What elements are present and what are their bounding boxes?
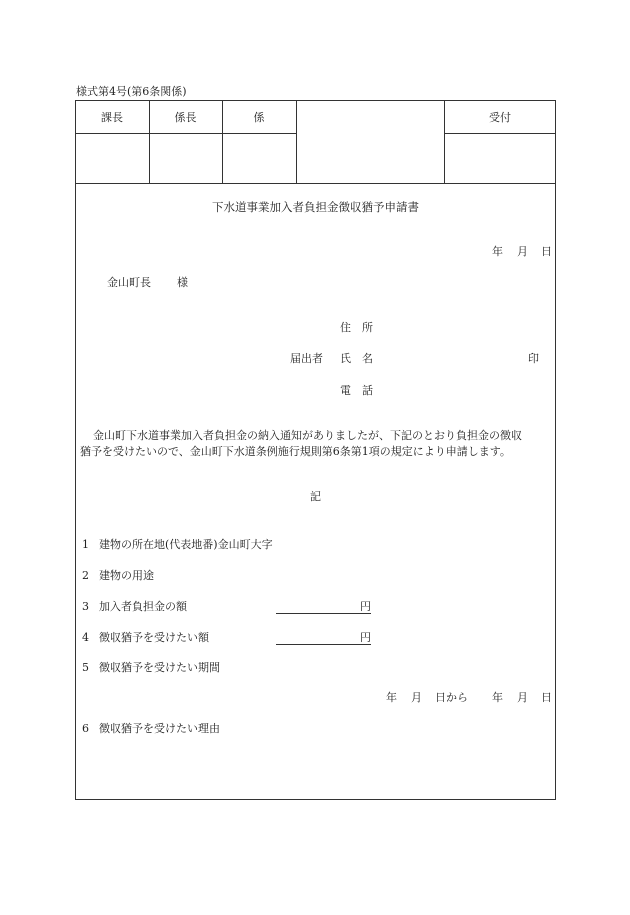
item-1-number: 1 bbox=[82, 538, 89, 551]
body-text-line-1: 金山町下水道事業加入者負担金の納入通知がありましたが、下記のとおり負担金の徴収 bbox=[93, 429, 522, 442]
document-title: 下水道事業加入者負担金徴収猶予申請書 bbox=[212, 200, 419, 214]
item-5-number: 5 bbox=[82, 661, 89, 674]
reception-header: 受付 bbox=[489, 111, 511, 124]
item-1-label: 建物の所在地(代表地番)金山町大字 bbox=[99, 538, 273, 551]
reception-stamp-box[interactable] bbox=[445, 134, 555, 183]
item-4-unit: 円 bbox=[360, 631, 371, 644]
item-2-field[interactable] bbox=[170, 566, 540, 584]
section-chief-seal-box[interactable] bbox=[76, 134, 149, 183]
body-text-line-2: 猶予を受けたいので、金山町下水道条例施行規則第6条第1項の規定により申請します。 bbox=[80, 445, 511, 458]
note-heading: 記 bbox=[310, 490, 321, 503]
item-2-label: 建物の用途 bbox=[99, 569, 154, 582]
addressee-name: 金山町長 bbox=[107, 276, 151, 289]
address-field[interactable] bbox=[380, 318, 540, 336]
staff-header: 係 bbox=[253, 111, 265, 124]
item-3-number: 3 bbox=[82, 600, 89, 613]
item-4-underline bbox=[276, 644, 371, 645]
sub-chief-seal-box[interactable] bbox=[150, 134, 222, 183]
period-from-year: 年 bbox=[386, 691, 397, 704]
approval-bottom-line bbox=[75, 183, 556, 184]
seal-mark: 印 bbox=[528, 352, 539, 365]
period-from-day: 日から bbox=[435, 691, 468, 704]
item-6-number: 6 bbox=[82, 722, 89, 735]
staff-seal-box[interactable] bbox=[223, 134, 296, 183]
period-from-month: 月 bbox=[411, 691, 422, 704]
item-2-number: 2 bbox=[82, 569, 89, 582]
address-label: 住 所 bbox=[340, 321, 373, 334]
name-field[interactable] bbox=[380, 349, 520, 367]
applicant-label: 届出者 bbox=[290, 352, 323, 365]
phone-field[interactable] bbox=[380, 381, 540, 399]
item-5-label: 徴収猶予を受けたい期間 bbox=[99, 661, 220, 674]
date-day-label: 日 bbox=[541, 245, 552, 258]
item-1-field[interactable] bbox=[290, 535, 540, 553]
period-to-month: 月 bbox=[517, 691, 528, 704]
item-6-label: 徴収猶予を受けたい理由 bbox=[99, 722, 220, 735]
approval-col-divider-3 bbox=[296, 100, 297, 183]
item-3-unit: 円 bbox=[360, 600, 371, 613]
item-4-number: 4 bbox=[82, 631, 89, 644]
item-3-underline bbox=[276, 613, 371, 614]
section-chief-header: 課長 bbox=[101, 111, 123, 124]
item-4-label: 徴収猶予を受けたい額 bbox=[99, 631, 209, 644]
item-4-amount-field[interactable] bbox=[276, 628, 358, 644]
phone-label: 電 話 bbox=[340, 384, 373, 397]
item-3-label: 加入者負担金の額 bbox=[99, 600, 187, 613]
form-number-label: 様式第4号(第6条関係) bbox=[76, 85, 187, 98]
addressee-honorific: 様 bbox=[177, 276, 188, 289]
sub-chief-header: 係長 bbox=[174, 111, 197, 124]
period-to-year: 年 bbox=[492, 691, 503, 704]
item-3-amount-field[interactable] bbox=[276, 597, 358, 613]
period-to-day: 日 bbox=[541, 691, 552, 704]
item-6-reason-field[interactable] bbox=[99, 740, 539, 790]
name-label: 氏 名 bbox=[340, 352, 373, 365]
date-year-label: 年 bbox=[492, 245, 503, 258]
date-month-label: 月 bbox=[517, 245, 528, 258]
